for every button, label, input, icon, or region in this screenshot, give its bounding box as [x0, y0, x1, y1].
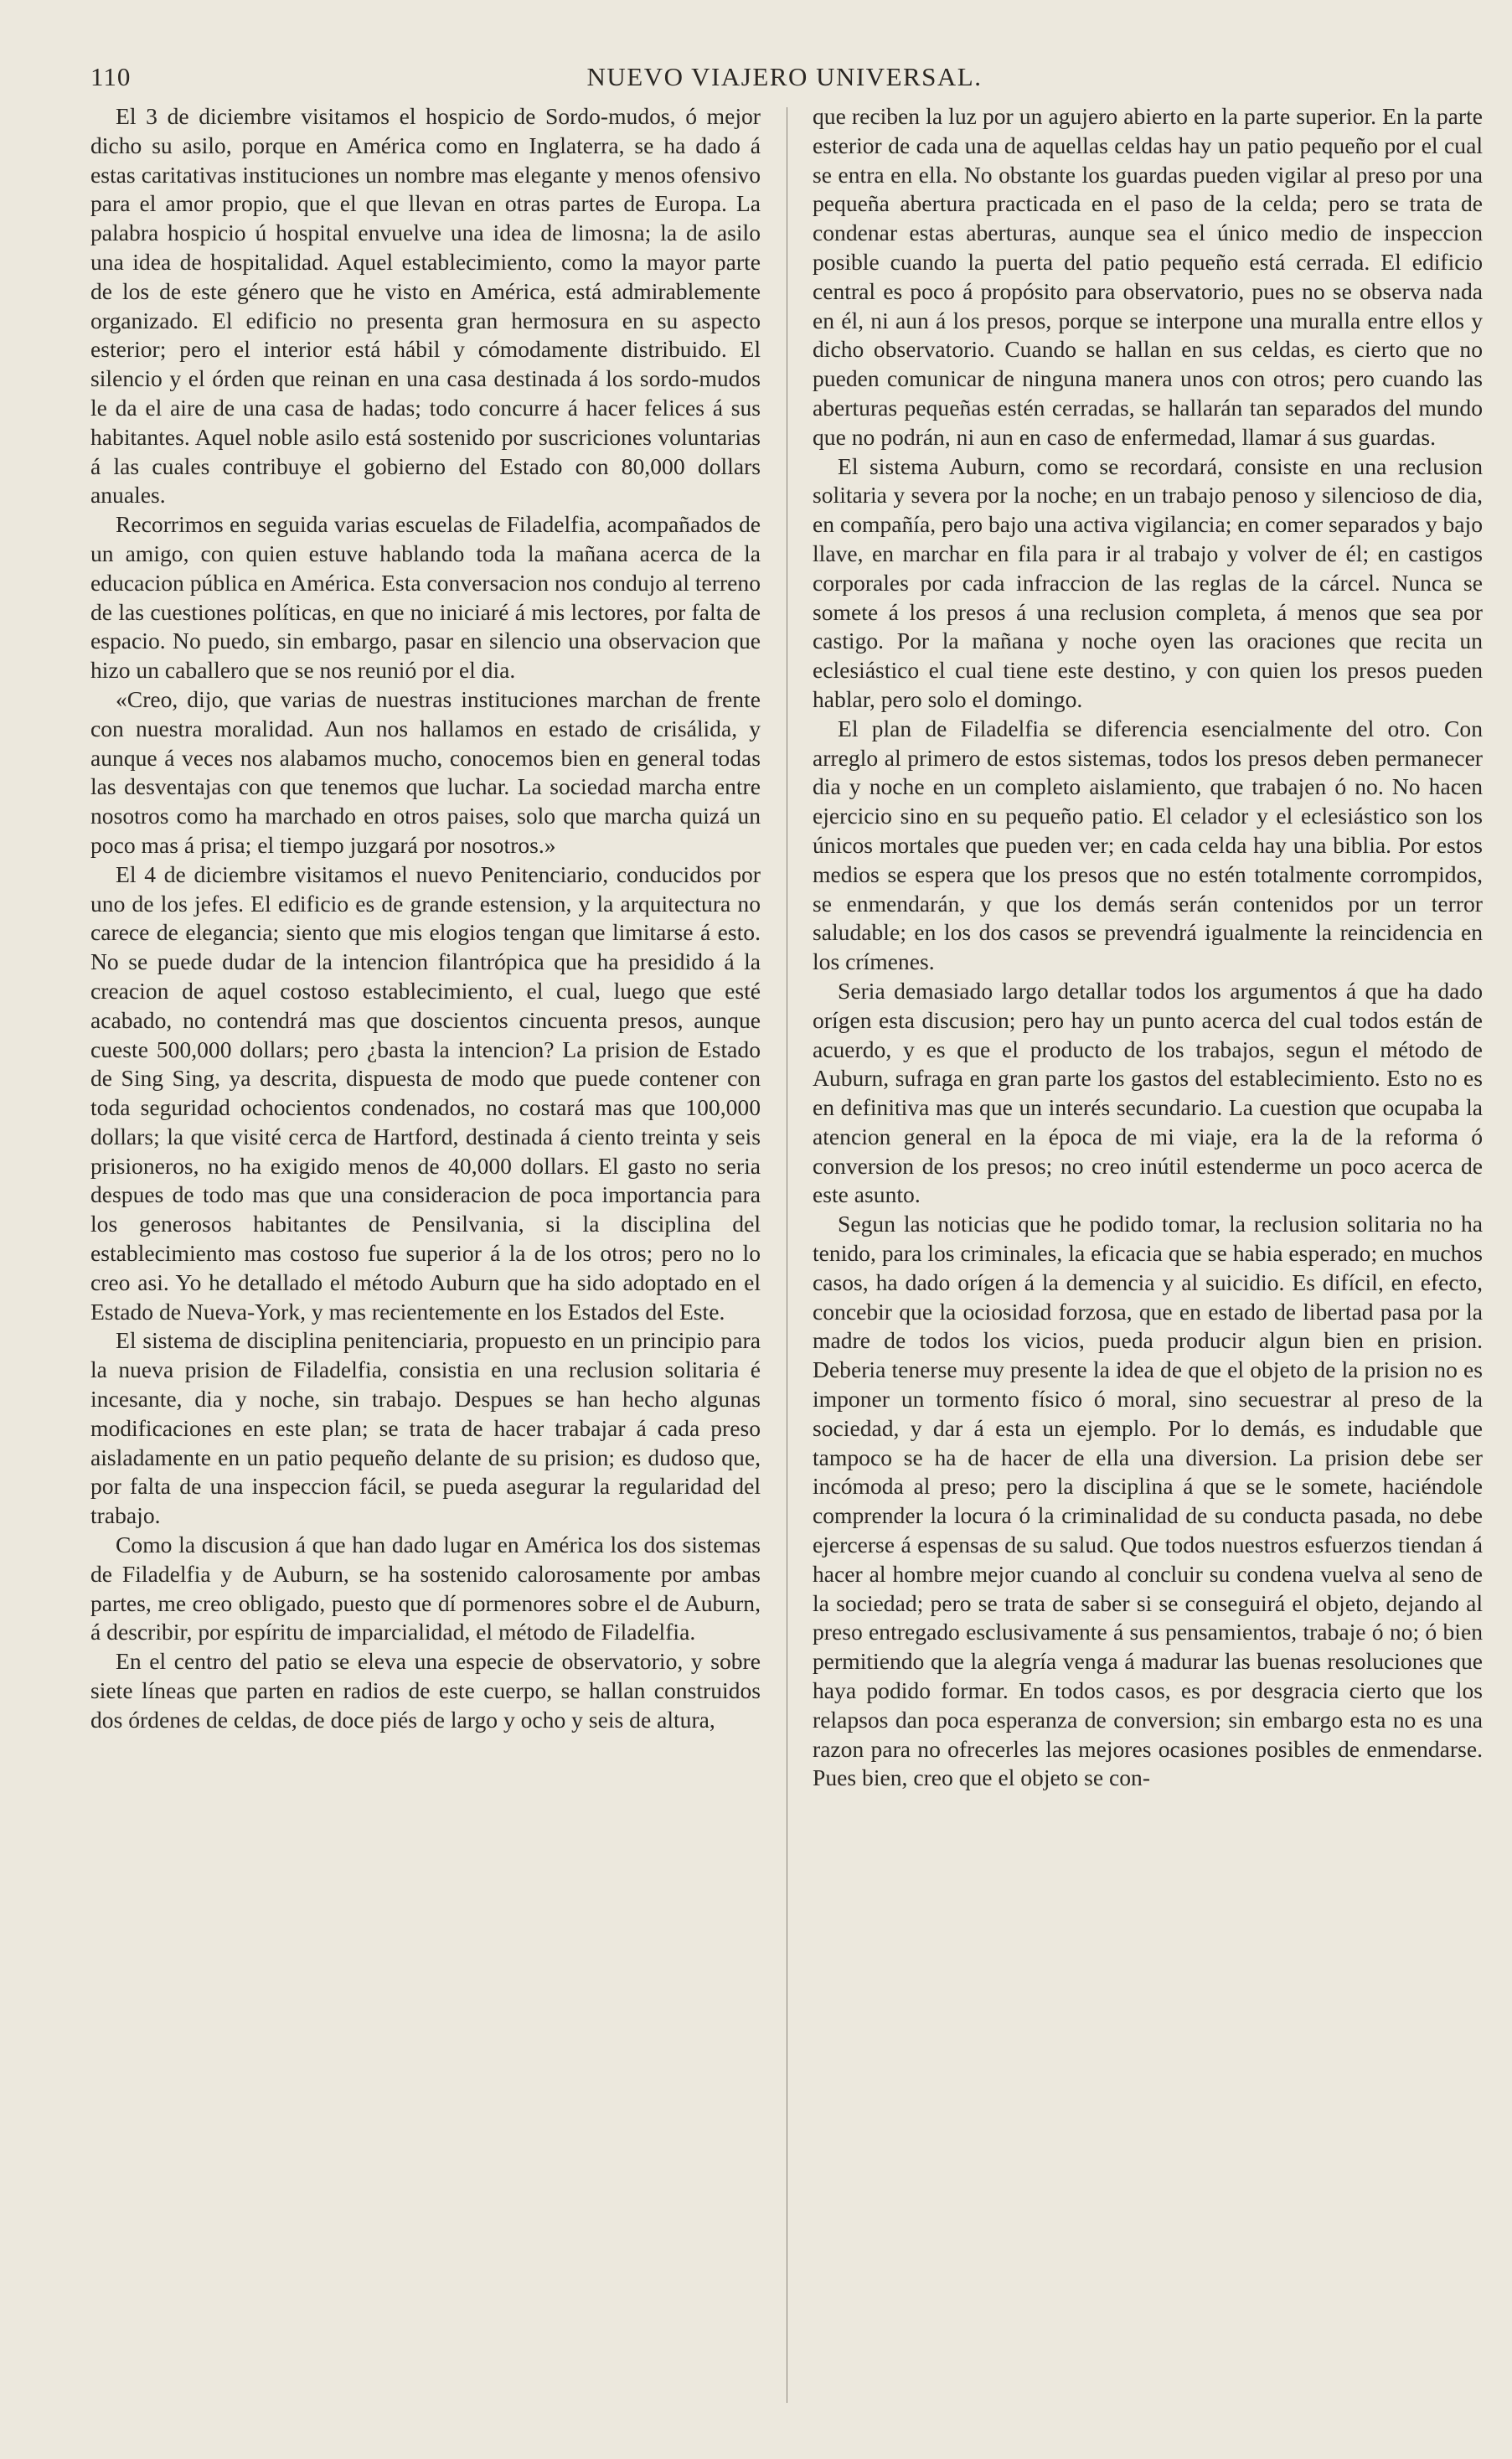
paragraph: En el centro del patio se eleva una especie de observatorio, y sobre siete líneas que parten en radios de este cuerpo, se hallan construidos dos órdenes de celdas, de doce piés de largo y ocho y seis de altura,: [90, 1648, 761, 1733]
paragraph: El sistema de disciplina penitenciaria, propuesto en un principio para la nueva prision de Filadelfia, consistia en una reclusion solitaria é incesante, dia y noche, sin trabajo. Despues se han hecho algunas modificaciones en este plan; se trata de hacer trabajar á cada preso aisladamente en un patio pequeño delante de su prision; es dudoso que, por falta de una inspeccion fácil, se pueda asegurar la regularidad del trabajo.: [90, 1327, 761, 1529]
paragraph: El 3 de diciembre visitamos el hospicio de Sordo-mudos, ó mejor dicho su asilo, porque en América como en Inglaterra, se ha dado á estas caritativas instituciones un nombre mas elegante y menos ofensivo para el amor propio, que el que llevan en otras partes de Europa. La palabra hospicio ú hospital envuelve una idea de limosna; la de asilo una idea de hospitalidad. Aquel establecimiento, como la mayor parte de los de este género que he visto en América, está admirablemente organizado. El edificio no presenta gran hermosura en su aspecto esterior; pero el interior está hábil y cómodamente distribuido. El silencio y el órden que reinan en una casa destinada á los sordo-mudos le da el aire de una casa de hadas; todo concurre á hacer felices á sus habitantes. Aquel noble asilo está sostenido por suscriciones voluntarias á las cuales contribuye el gobierno del Estado con 80,000 dollars anuales.: [90, 103, 761, 509]
paragraph: El 4 de diciembre visitamos el nuevo Penitenciario, conducidos por uno de los jefes. El edificio es de grande estension, y la arquitectura no carece de elegancia; siento que mis elogios tengan que limitarse á esto. No se puede dudar de la intencion filantrópica que ha presidido á la creacion de aquel costoso establecimiento, el cual, luego que esté acabado, no contendrá mas que doscientos cincuenta presos, aunque cueste 500,000 dollars; pero ¿basta la intencion? La prision de Estado de Sing Sing, ya descrita, dispuesta de modo que puede contener con toda seguridad ochocientos condenados, no costará mas que 100,000 dollars; la que visité cerca de Hartford, destinada á ciento treinta y seis prisioneros, no ha exigido menos de 40,000 dollars. El gasto no seria despues de todo mas que una consideracion de poca importancia para los generosos habitantes de Pensilvania, si la disciplina del establecimiento mas costoso fue superior á la de los otros; pero no lo creo asi. Yo he detallado el método Auburn que ha sido adoptado en el Estado de Nueva-York, y mas recientemente en los Estados del Este.: [90, 860, 761, 1325]
text-columns: [90, 102, 1483, 2415]
running-title: NUEVO VIAJERO UNIVERSAL.: [586, 62, 983, 91]
paragraph: Recorrimos en seguida varias escuelas de Filadelfia, acompañados de un amigo, con quien estuve hablando toda la mañana acerca de la educacion pública en América. Esta conversacion nos condujo al terreno de las cuestiones políticas, en que no iniciaré á mis lectores, por falta de espacio. No puedo, sin embargo, pasar en silencio una observacion que hizo un caballero que se nos reunió por el dia.: [90, 511, 761, 684]
paragraph: Seria demasiado largo detallar todos los argumentos á que ha dado orígen esta discusion; pero hay un punto acerca del cual todos están de acuerdo, y es que el producto de los trabajos, segun el método de Auburn, sufraga en gran parte los gastos del establecimiento. Esto no es en definitiva mas que un interés secundario. La cuestion que ocupaba la atencion general en la época de mi viaje, era la de la reforma ó conversion de los presos; no creo inútil estenderme un poco acerca de este asunto.: [813, 977, 1483, 1208]
paragraph-continued: que reciben la luz por un agujero abierto en la parte superior. En la parte esterior de cada una de aquellas celdas hay un patio pequeño por el cual se entra en ella. No obstante los guardas pueden vigilar al preso por una pequeña abertura practicada en el paso de la celda; pero se trata de condenar estas aberturas, aunque sea el único medio de inspeccion posible cuando la puerta del patio pequeño está cerrada. El edificio central es poco á propósito para observatorio, pues no se observa nada en él, ni aun á los presos, porque se interpone una muralla entre ellos y dicho observatorio. Cuando se hallan en sus celdas, es cierto que no pueden comunicar de ninguna manera unos con otros; pero cuando las aberturas pequeñas estén cerradas, se hallarán tan separados del mundo que no podrán, ni aun en caso de enfermedad, llamar á sus guardas.: [813, 103, 1483, 450]
right-column: [813, 102, 1483, 1793]
page-number: 110: [90, 62, 132, 91]
page-header: [90, 57, 1478, 97]
paragraph: Como la discusion á que han dado lugar en América los dos sistemas de Filadelfia y de Auburn, se ha sostenido calorosamente por ambas partes, me creo obligado, puesto que dí pormenores sobre el de Auburn, á describir, por espíritu de imparcialidad, el método de Filadelfia.: [90, 1532, 761, 1645]
paragraph: «Creo, dijo, que varias de nuestras instituciones marchan de frente con nuestra moralidad. Aun nos hallamos en estado de crisálida, y aunque á veces nos alabamos mucho, conocemos bien en general todas las desventajas con que tenemos que luchar. La sociedad marcha entre nosotros como ha marchado en otros paises, solo que marcha quizá un poco mas á prisa; el tiempo juzgará por nosotros.»: [90, 685, 761, 858]
paragraph: Segun las noticias que he podido tomar, la reclusion solitaria no ha tenido, para los criminales, la eficacia que se habia esperado; en muchos casos, ha dado orígen á la demencia y al suicidio. Es difícil, en efecto, concebir que la ociosidad forzosa, que en estado de libertad pasa por la madre de todos los vicios, pueda producir algun bien en prision. Deberia tenerse muy presente la idea de que el objeto de la prision no es imponer un tormento físico ó moral, sino secuestrar al preso de la sociedad, y dar á esta un ejemplo. Por lo demás, es indudable que tampoco se ha de hacer de ella una diversion. La prision debe ser incómoda al preso; pero la disciplina á que se le somete, haciéndole comprender la locura ó la criminalidad de su conducta pasada, no debe ejercerse á espensas de su salud. Que todos nuestros esfuerzos tiendan á hacer al hombre mejor cuando al concluir su condena vuelva al seno de la sociedad; pero se trata de saber si se conseguirá el objeto, dejando al preso entregado esclusivamente á sus pensamientos, trabaje ó no; ó bien permitiendo que la alegría venga á madurar las buenas resoluciones que haya podido formar. En todos casos, es por desgracia cierto que los relapsos dan poca esperanza de conversion; sin embargo esta no es una razon para no ofrecerles las mejores ocasiones posibles de enmendarse. Pues bien, creo que el objeto se con-: [813, 1211, 1483, 1791]
paragraph: El sistema Auburn, como se recordará, consiste en una reclusion solitaria y severa por la noche; en un trabajo penoso y silencioso de dia, en compañía, pero bajo una activa vigilancia; en comer separados y bajo llave, en marchar en fila para ir al trabajo y volver de él; en castigos corporales por cada infraccion de las reglas de la cárcel. Nunca se somete á los presos á una reclusion completa, á menos que sea por castigo. Por la mañana y noche oyen las oraciones que recita un eclesiástico el cual tiene este destino, y con quien los presos pueden hablar, pero solo el domingo.: [813, 452, 1483, 712]
paragraph: El plan de Filadelfia se diferencia esencialmente del otro. Con arreglo al primero de estos sistemas, todos los presos deben permanecer dia y noche en un completo aislamiento, que trabajen ó no. No hacen ejercicio sino en su pequeño patio. El celador y el eclesiástico son los únicos mortales que pueden ver; en cada celda hay una biblia. Por estos medios se espera que los presos que no estén totalmente corrompidos, se enmendarán, y que los demás serán contenidos por un terror saludable; en los dos casos se prevendrá igualmente la reincidencia en los crímenes.: [813, 715, 1483, 975]
left-column: [90, 102, 761, 1735]
